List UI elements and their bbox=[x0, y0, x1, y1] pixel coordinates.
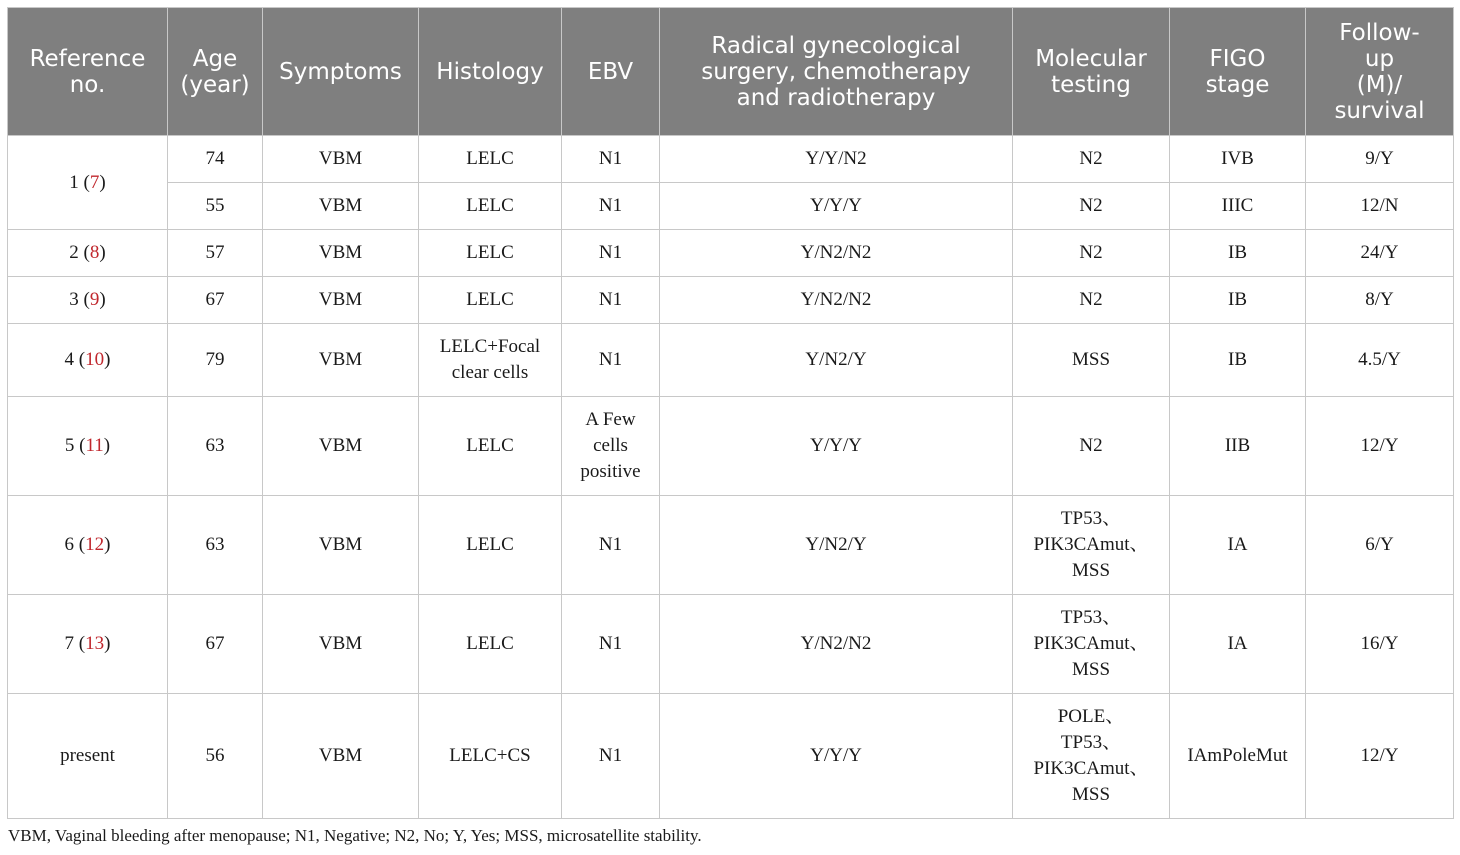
age-cell: 74 bbox=[168, 136, 263, 183]
figo-stage-cell: IA bbox=[1170, 595, 1306, 694]
molecular-cell bbox=[1013, 136, 1170, 183]
header-line: Symptoms bbox=[279, 58, 402, 85]
figo-stage-cell: IAmPoleMut bbox=[1170, 694, 1306, 819]
ebv-cell bbox=[562, 277, 660, 324]
table-row bbox=[8, 324, 1454, 397]
molecular-line: PIK3CAmut、 bbox=[1033, 534, 1149, 555]
header-line: Age bbox=[192, 45, 238, 72]
treatment-cell: Y/N2/N2 bbox=[660, 230, 1013, 277]
column-header-treatment bbox=[660, 8, 1013, 136]
column-header-follow-up bbox=[1306, 8, 1454, 136]
symptoms-cell: VBM bbox=[263, 595, 419, 694]
ebv-line: cells bbox=[593, 435, 628, 456]
follow-up-cell: 8/Y bbox=[1306, 277, 1454, 324]
reference-link[interactable]: 12 bbox=[85, 534, 105, 555]
reference-close: ) bbox=[99, 171, 106, 193]
reference-label: present bbox=[60, 745, 115, 766]
figo-stage-cell: IVB bbox=[1170, 136, 1306, 183]
reference-close: ) bbox=[103, 435, 111, 456]
follow-up-cell: 24/Y bbox=[1306, 230, 1454, 277]
symptoms-cell: VBM bbox=[263, 230, 419, 277]
figo-stage-cell: IA bbox=[1170, 496, 1306, 595]
ebv-cell bbox=[562, 136, 660, 183]
age-cell: 63 bbox=[168, 397, 263, 496]
age-cell: 56 bbox=[168, 694, 263, 819]
table-row bbox=[8, 595, 1454, 694]
treatment-cell: Y/Y/Y bbox=[660, 183, 1013, 230]
header-line: Molecular bbox=[1035, 45, 1147, 72]
header-line: stage bbox=[1205, 71, 1270, 98]
reference-close: ) bbox=[99, 289, 106, 310]
reference-close: ) bbox=[99, 242, 106, 263]
header-row bbox=[8, 8, 1454, 136]
table-row bbox=[8, 230, 1454, 277]
ebv-line: N1 bbox=[598, 195, 623, 216]
molecular-cell bbox=[1013, 694, 1170, 819]
ebv-line: N1 bbox=[598, 349, 623, 370]
table-body bbox=[8, 136, 1454, 819]
symptoms-cell: VBM bbox=[263, 694, 419, 819]
molecular-line: PIK3CAmut、 bbox=[1033, 633, 1149, 654]
ebv-cell bbox=[562, 397, 660, 496]
column-header-symptoms bbox=[263, 8, 419, 136]
reference-cell bbox=[8, 595, 168, 694]
figo-stage-cell: IB bbox=[1170, 230, 1306, 277]
header-line: EBV bbox=[587, 58, 634, 85]
reference-link[interactable]: 7 bbox=[89, 171, 100, 193]
ebv-cell bbox=[562, 183, 660, 230]
reference-close: ) bbox=[104, 349, 111, 370]
follow-up-cell: 12/Y bbox=[1306, 694, 1454, 819]
reference-label: 7 ( bbox=[64, 633, 86, 654]
age-cell: 79 bbox=[168, 324, 263, 397]
molecular-cell bbox=[1013, 595, 1170, 694]
treatment-cell: Y/N2/N2 bbox=[660, 277, 1013, 324]
symptoms-cell: VBM bbox=[263, 324, 419, 397]
molecular-cell bbox=[1013, 397, 1170, 496]
reference-cell bbox=[8, 136, 168, 230]
reference-close: ) bbox=[104, 534, 111, 555]
ebv-line: N1 bbox=[598, 745, 623, 766]
reference-label: 3 ( bbox=[69, 289, 90, 310]
table-row bbox=[8, 694, 1454, 819]
header-line: Follow- bbox=[1339, 19, 1420, 46]
molecular-line: TP53、 bbox=[1060, 607, 1122, 628]
reference-label: 6 ( bbox=[64, 534, 86, 555]
reference-cell bbox=[8, 397, 168, 496]
table-row bbox=[8, 397, 1454, 496]
header-line: surgery, chemotherapy bbox=[701, 58, 971, 85]
ebv-cell bbox=[562, 324, 660, 397]
reference-label: 5 ( bbox=[64, 435, 86, 456]
reference-label: 1 ( bbox=[69, 171, 90, 193]
figo-stage-cell: IIB bbox=[1170, 397, 1306, 496]
reference-label: 4 ( bbox=[64, 349, 86, 370]
follow-up-cell: 16/Y bbox=[1306, 595, 1454, 694]
molecular-cell bbox=[1013, 496, 1170, 595]
header-line: (M)/ bbox=[1356, 71, 1403, 98]
molecular-line: N2 bbox=[1079, 195, 1103, 216]
header-line: (year) bbox=[180, 71, 250, 98]
follow-up-cell: 6/Y bbox=[1306, 496, 1454, 595]
table-row bbox=[8, 183, 1454, 230]
histology-cell bbox=[419, 397, 562, 496]
ebv-cell bbox=[562, 595, 660, 694]
molecular-line: TP53、 bbox=[1060, 732, 1122, 753]
reference-link[interactable]: 11 bbox=[85, 435, 104, 456]
molecular-line: POLE、 bbox=[1057, 706, 1125, 727]
figo-stage-cell: IB bbox=[1170, 277, 1306, 324]
header-line: FIGO bbox=[1209, 45, 1266, 72]
molecular-cell bbox=[1013, 277, 1170, 324]
molecular-line: MSS bbox=[1071, 560, 1111, 581]
column-header-reference-no bbox=[8, 8, 168, 136]
histology-line: LELC bbox=[466, 148, 514, 169]
molecular-line: N2 bbox=[1079, 242, 1103, 263]
reference-link[interactable]: 10 bbox=[85, 349, 105, 370]
column-header-figo-stage bbox=[1170, 8, 1306, 136]
histology-line: LELC bbox=[466, 289, 514, 310]
age-cell: 57 bbox=[168, 230, 263, 277]
ebv-line: A Few bbox=[585, 409, 636, 430]
molecular-line: MSS bbox=[1071, 784, 1111, 805]
histology-cell bbox=[419, 324, 562, 397]
histology-line: LELC bbox=[466, 242, 514, 263]
age-cell: 55 bbox=[168, 183, 263, 230]
molecular-line: PIK3CAmut、 bbox=[1033, 758, 1149, 779]
symptoms-cell: VBM bbox=[263, 277, 419, 324]
figo-stage-cell: IB bbox=[1170, 324, 1306, 397]
treatment-cell: Y/N2/N2 bbox=[660, 595, 1013, 694]
table-row bbox=[8, 496, 1454, 595]
molecular-line: N2 bbox=[1079, 289, 1103, 310]
column-header-age bbox=[168, 8, 263, 136]
molecular-line: MSS bbox=[1071, 349, 1111, 370]
table-footnote: VBM, Vaginal bleeding after menopause; N1, Negative; N2, No; Y, Yes; MSS, microsatellite stability. bbox=[8, 826, 702, 845]
ebv-cell bbox=[562, 694, 660, 819]
symptoms-cell: VBM bbox=[263, 183, 419, 230]
header-line: Reference bbox=[29, 45, 146, 72]
follow-up-cell: 9/Y bbox=[1306, 136, 1454, 183]
reference-close: ) bbox=[104, 633, 111, 654]
molecular-line: MSS bbox=[1071, 659, 1111, 680]
treatment-cell: Y/N2/Y bbox=[660, 496, 1013, 595]
column-header-histology bbox=[419, 8, 562, 136]
header-line: testing bbox=[1051, 71, 1131, 98]
reference-label: 2 ( bbox=[69, 242, 90, 263]
reference-link[interactable]: 13 bbox=[85, 633, 105, 654]
molecular-cell bbox=[1013, 230, 1170, 277]
histology-cell bbox=[419, 277, 562, 324]
reference-cell bbox=[8, 230, 168, 277]
histology-cell bbox=[419, 183, 562, 230]
histology-cell bbox=[419, 136, 562, 183]
header-line: up bbox=[1364, 45, 1395, 72]
table-row bbox=[8, 136, 1454, 183]
histology-line: clear cells bbox=[451, 362, 529, 383]
case-table bbox=[7, 7, 1454, 819]
histology-cell bbox=[419, 595, 562, 694]
follow-up-cell: 12/Y bbox=[1306, 397, 1454, 496]
symptoms-cell: VBM bbox=[263, 136, 419, 183]
molecular-cell bbox=[1013, 183, 1170, 230]
column-header-molecular-testing bbox=[1013, 8, 1170, 136]
molecular-cell bbox=[1013, 324, 1170, 397]
reference-cell bbox=[8, 277, 168, 324]
ebv-line: N1 bbox=[598, 242, 623, 263]
ebv-cell bbox=[562, 230, 660, 277]
ebv-line: positive bbox=[580, 461, 641, 482]
histology-line: LELC+Focal bbox=[439, 336, 541, 357]
header-line: Histology bbox=[436, 58, 544, 85]
age-cell: 67 bbox=[168, 277, 263, 324]
symptoms-cell: VBM bbox=[263, 496, 419, 595]
reference-link[interactable]: 8 bbox=[89, 242, 100, 263]
molecular-line: TP53、 bbox=[1060, 508, 1122, 529]
reference-link[interactable]: 9 bbox=[89, 289, 100, 310]
symptoms-cell: VBM bbox=[263, 397, 419, 496]
header-line: survival bbox=[1334, 97, 1425, 124]
treatment-cell: Y/Y/Y bbox=[660, 694, 1013, 819]
histology-line: LELC bbox=[466, 435, 514, 456]
histology-line: LELC bbox=[466, 195, 514, 216]
histology-cell bbox=[419, 496, 562, 595]
reference-cell bbox=[8, 324, 168, 397]
figo-stage-cell: IIIC bbox=[1170, 183, 1306, 230]
molecular-line: N2 bbox=[1079, 148, 1103, 169]
follow-up-cell: 4.5/Y bbox=[1306, 324, 1454, 397]
reference-cell bbox=[8, 694, 168, 819]
header-line: and radiotherapy bbox=[736, 84, 936, 111]
reference-cell bbox=[8, 496, 168, 595]
ebv-line: N1 bbox=[598, 534, 623, 555]
table-row bbox=[8, 277, 1454, 324]
histology-line: LELC bbox=[466, 534, 514, 555]
treatment-cell: Y/Y/N2 bbox=[660, 136, 1013, 183]
column-header-ebv bbox=[562, 8, 660, 136]
ebv-line: N1 bbox=[598, 289, 623, 310]
histology-cell bbox=[419, 694, 562, 819]
header-line: Radical gynecological bbox=[711, 32, 961, 59]
treatment-cell: Y/Y/Y bbox=[660, 397, 1013, 496]
age-cell: 63 bbox=[168, 496, 263, 595]
molecular-line: N2 bbox=[1079, 435, 1103, 456]
treatment-cell: Y/N2/Y bbox=[660, 324, 1013, 397]
ebv-line: N1 bbox=[598, 633, 623, 654]
age-cell: 67 bbox=[168, 595, 263, 694]
histology-cell bbox=[419, 230, 562, 277]
table-container bbox=[7, 7, 1453, 819]
header-line: no. bbox=[69, 71, 106, 98]
ebv-cell bbox=[562, 496, 660, 595]
ebv-line: N1 bbox=[598, 148, 623, 169]
follow-up-cell: 12/N bbox=[1306, 183, 1454, 230]
histology-line: LELC+CS bbox=[449, 745, 531, 766]
histology-line: LELC bbox=[466, 633, 514, 654]
